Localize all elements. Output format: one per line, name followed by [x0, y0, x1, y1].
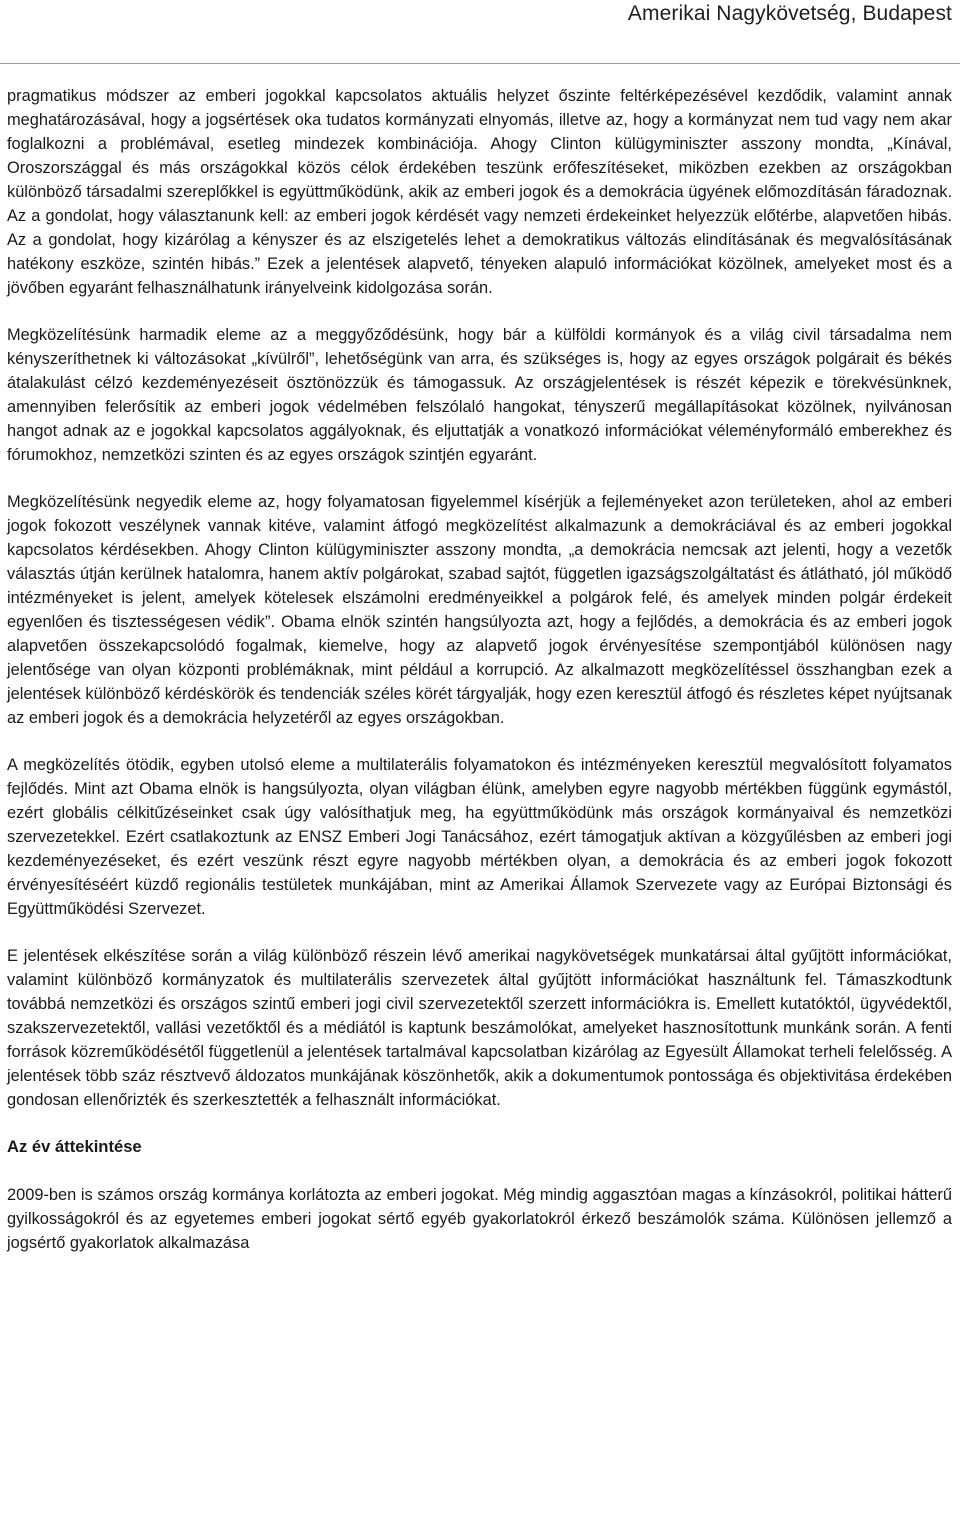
running-header: [0, 0, 960, 64]
document-body: [7, 84, 952, 1255]
paragraph-fifth-element: A megközelítés ötödik, egyben utolsó eleme a multilaterális folyamatokon és intézményeken keresztül megvalósított folyamatos fejlődés. Mint azt Obama elnök is hangsúlyozta, olyan világban élünk, amelyben egyre nagyobb mértékben függünk egymástól, ezért globális célkitűzéseinket csak úgy valósíthatjuk meg, ha együttműködünk más országok kormányaival és nemzetközi szervezetekkel. Ezért csatlakoztunk az ENSZ Emberi Jogi Tanácsához, ezért támogatjuk aktívan a közgyűlésben az emberi jogi kezdeményezéseket, és ezért veszünk részt egyre nagyobb mértékben olyan, a demokrácia és az emberi jogok fokozott érvényesítéséért küzdő regionális testületek munkájában, mint az Amerikai Államok Szervezete vagy az Európai Biztonsági és Együttműködési Szervezet.: [7, 756, 952, 918]
header-rule: [0, 63, 960, 64]
section-heading: Az év áttekintése: [7, 1137, 142, 1156]
paragraph-year-overview: 2009-ben is számos ország kormánya korlátozta az emberi jogokat. Még mindig aggasztóan magas a kínzásokról, politikai hátterű gyilkosságokról és az egyetemes emberi jogokat sértő egyéb gyakorlatokról érkező beszámolók száma. Különösen jellemző a jogsértő gyakorlatok alkalmazása: [7, 1186, 952, 1252]
paragraph-pragmatic-method: pragmatikus módszer az emberi jogokkal kapcsolatos aktuális helyzet őszinte feltérképezésével kezdődik, valamint annak meghatározásával, hogy a jogsértések oka tudatos kormányzati elnyomás, illetve az, hogy a kormányzat nem tud vagy nem akar foglalkozni a problémával, esetleg mindezek kombinációja. Ahogy Clinton külügyminiszter asszony mondta, „Kínával, Oroszországgal és más országokkal közös célok érdekében teszünk erőfeszítéseket, miközben ezekben az országokban különböző társadalmi szereplőkkel is együttműködünk, akik az emberi jogok és a demokrácia ügyének előmozdításán fáradoznak. Az a gondolat, hogy választanunk kell: az emberi jogok kérdését vagy nemzeti érdekeinket helyezzük előtérbe, alapvetően hibás. Az a gondolat, hogy kizárólag a kényszer és az elszigetelés lehet a demokratikus változás elindításának és megvalósításának hatékony eszköze, szintén hibás.” Ezek a jelentések alapvető, tényeken alapuló információkat közölnek, amelyeket most és a jövőben egyaránt felhasználhatunk irányelveink kidolgozása során.: [7, 87, 952, 297]
paragraph-sources: E jelentések elkészítése során a világ különböző részein lévő amerikai nagykövetségek munkatársai által gyűjtött információkat, valamint különböző kormányzatok és multilaterális szervezetek által gyűjtött információkat használtunk fel. Támaszkodtunk továbbá nemzetközi és országos szintű emberi jogi civil szervezetektől szerzett információkra is. Emellett kutatóktól, ügyvédektől, szakszervezetektől, vallási vezetőktől és a médiától is kaptunk beszámolókat, amelyeket hasznosítottunk munkánk során. A fenti források közreműködésétől függetlenül a jelentések tartalmával kapcsolatban kizárólag az Egyesült Államokat terheli felelősség. A jelentések több száz résztvevő áldozatos munkájának köszönhetők, akik a dokumentumok pontossága és objektivitása érdekében gondosan ellenőrizték és szerkesztették a felhasznált információkat.: [7, 947, 952, 1109]
header-title: Amerikai Nagykövetség, Budapest: [627, 2, 952, 25]
paragraph-third-element: Megközelítésünk harmadik eleme az a meggyőződésünk, hogy bár a külföldi kormányok és a világ civil társadalma nem kényszeríthetnek ki változásokat „kívülről”, lehetőségünk van arra, és szükséges is, hogy az egyes országok polgárait és békés átalakulást célzó kezdeményezéseit ösztönözzük és támogassuk. Az országjelentések is részét képezik e törekvésünknek, amennyiben felerősítik az emberi jogok védelmében felszólaló hangokat, tényszerű megállapításokat közölnek, nyilvánosan hangot adnak az e jogokkal kapcsolatos aggályoknak, és eljuttatják a vonatkozó információkat véleményformáló emberekhez és fórumokhoz, nemzetközi szinten és az egyes országok szintjén egyaránt.: [7, 326, 952, 464]
paragraph-fourth-element: Megközelítésünk negyedik eleme az, hogy folyamatosan figyelemmel kísérjük a fejleményeket azon területeken, ahol az emberi jogok fokozott veszélynek vannak kitéve, valamint átfogó megközelítést alkalmazunk a demokráciával és az emberi jogokkal kapcsolatos kérdésekben. Ahogy Clinton külügyminiszter asszony mondta, „a demokrácia nemcsak azt jelenti, hogy a vezetők választás útján kerülnek hatalomra, hanem aktív polgárokat, szabad sajtót, független igazságszolgáltatást és átlátható, jól működő intézményeket is jelent, amelyek kötelesek elszámolni eredményeikkel a polgárok felé, és amelyek minden polgár érdekeit egyenlően és tisztességesen védik”. Obama elnök szintén hangsúlyozta azt, hogy a fejlődés, a demokrácia és az emberi jogok alapvetően összekapcsolódó fogalmak, kiemelve, hogy az alapvető jogok érvényesítése szempontjából különösen nagy jelentősége van olyan központi problémáknak, mint például a korrupció. Az alkalmazott megközelítéssel összhangban ezek a jelentések különböző kérdéskörök és tendenciák széles körét tárgyalják, hogy ezen keresztül átfogó és részletes képet nyújtsanak az emberi jogok és a demokrácia helyzetéről az egyes országokban.: [7, 493, 952, 727]
